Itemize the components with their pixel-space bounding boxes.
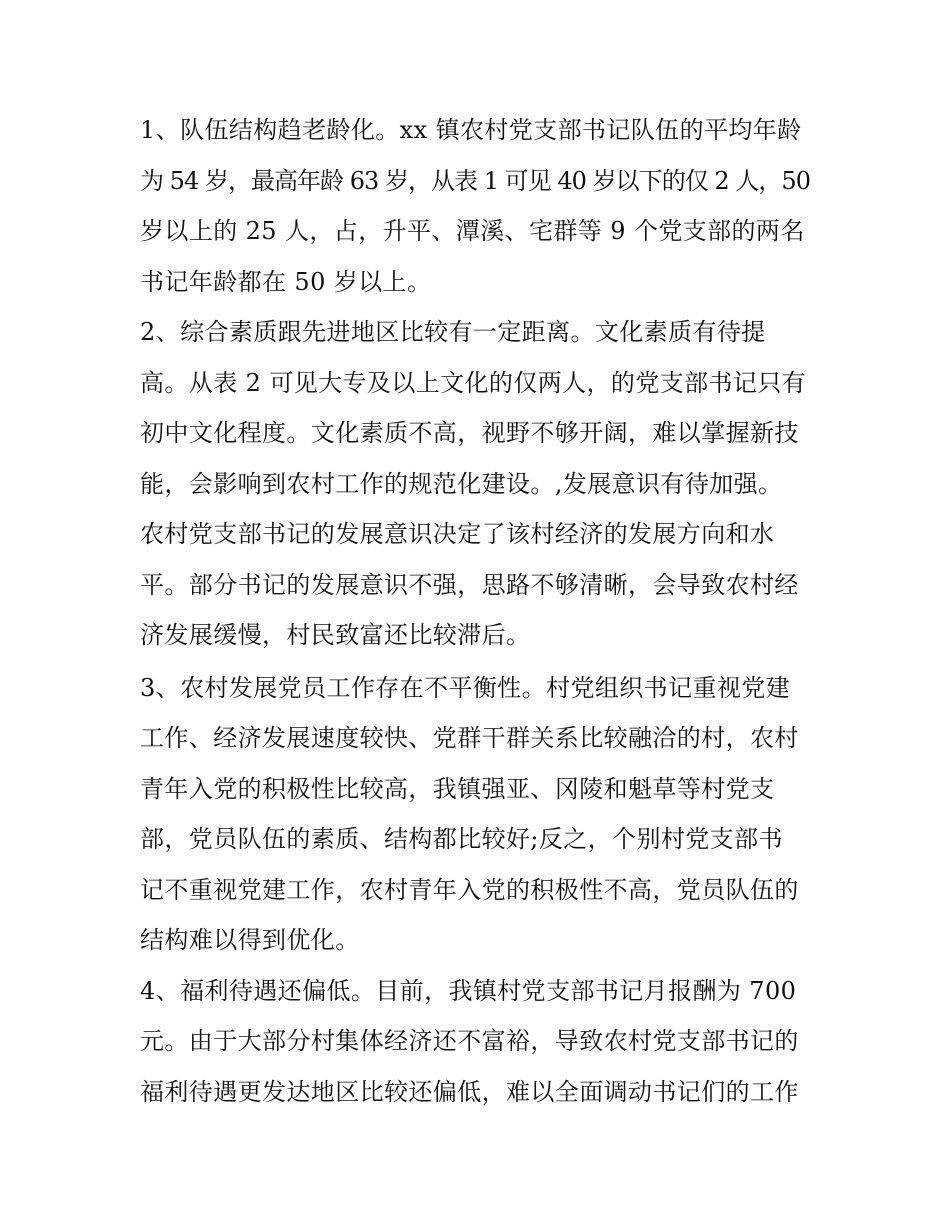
- text-line: 元。由于大部分村集体经济还不富裕，导致农村党支部书记的: [140, 1027, 799, 1055]
- text-line: 能，会影响到农村工作的规范化建设。,发展意识有待加强。: [140, 470, 783, 498]
- text-line: 福利待遇更发达地区比较还偏低，难以全面调动书记们的工作: [140, 1078, 799, 1106]
- text-line: 青年入党的积极性比较高，我镇强亚、冈陵和魁草等村党支: [140, 775, 775, 803]
- text-line: 济发展缓慢，村民致富还比较滞后。: [140, 621, 531, 649]
- text-line: 初中文化程度。文化素质不高，视野不够开阔，难以掌握新技: [140, 419, 799, 447]
- text-line: 2、综合素质跟先进地区比较有一定距离。文化素质有待提: [140, 318, 766, 346]
- text-line: 平。部分书记的发展意识不强，思路不够清晰，会导致农村经: [140, 571, 799, 599]
- text-line: 工作、经济发展速度较快、党群干群关系比较融洽的村，农村: [140, 724, 799, 752]
- text-line: 农村党支部书记的发展意识决定了该村经济的发展方向和水: [140, 520, 775, 548]
- text-line: 为 54 岁，最高年龄 63 岁，从表 1 可见 40 岁以下的仅 2 人，50: [140, 167, 810, 195]
- text-line: 结构难以得到优化。: [140, 926, 360, 954]
- text-line: 高。从表 2 可见大专及以上文化的仅两人，的党支部书记只有: [140, 369, 807, 397]
- text-line: 3、农村发展党员工作存在不平衡性。村党组织书记重视党建: [140, 674, 791, 702]
- text-line: 部，党员队伍的素质、结构都比较好;反之，个别村党支部书: [140, 825, 783, 853]
- text-line: 4、福利待遇还偏低。目前，我镇村党支部书记月报酬为 700: [140, 977, 797, 1005]
- text-line: 1、队伍结构趋老龄化。xx 镇农村党支部书记队伍的平均年龄: [140, 116, 802, 144]
- text-line: 书记年龄都在 50 岁以上。: [140, 268, 432, 296]
- text-line: 岁以上的 25 人，占，升平、潭溪、宅群等 9 个党支部的两名: [140, 217, 805, 245]
- text-line: 记不重视党建工作，农村青年入党的积极性不高，党员队伍的: [140, 876, 799, 904]
